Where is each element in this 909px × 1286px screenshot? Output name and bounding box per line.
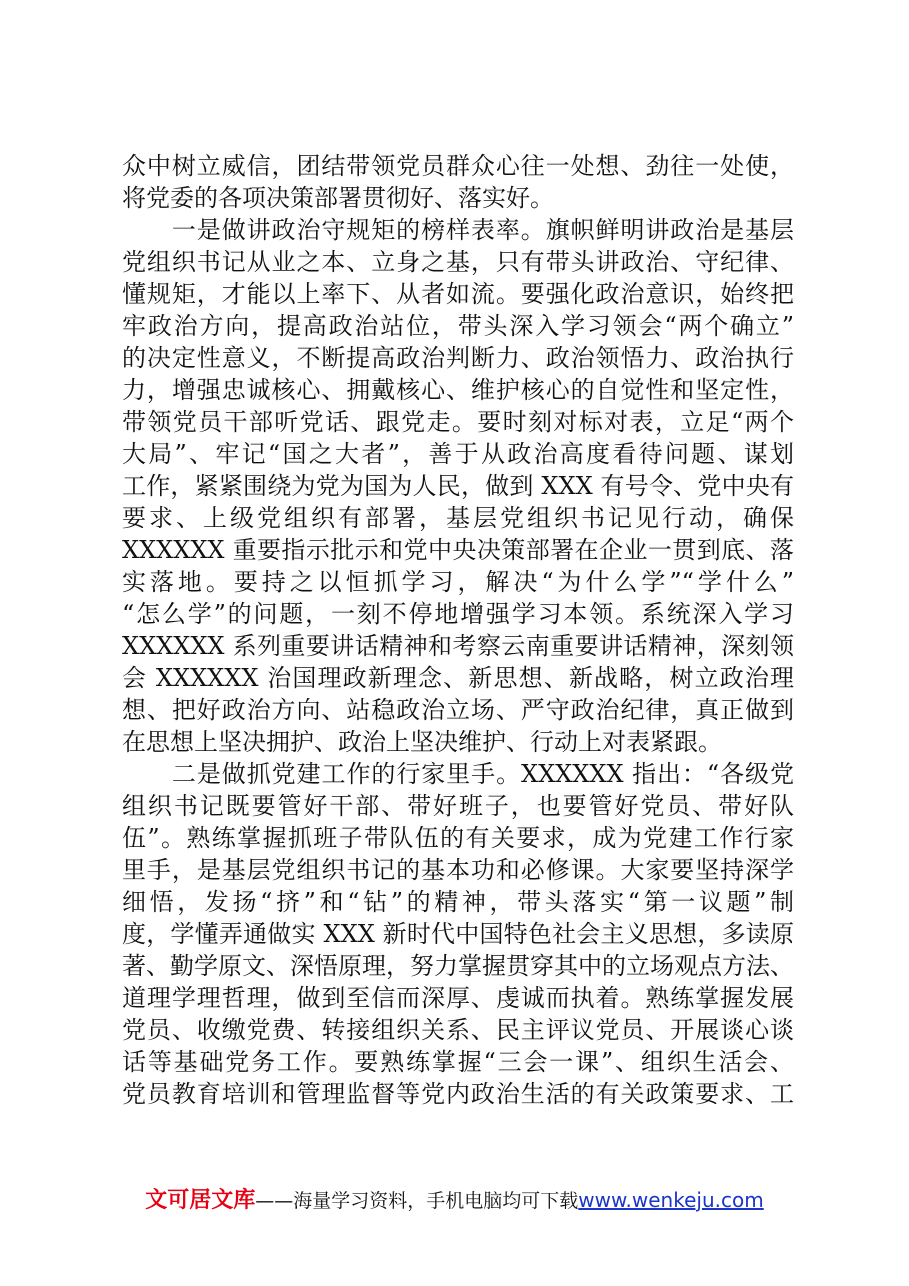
text-line: 党员、收缴党费、转接组织关系、民主评议党员、开展谈心谈 bbox=[122, 1016, 794, 1044]
text-line: 里手，是基层党组织书记的基本功和必修课。大家要坚持深学 bbox=[122, 856, 794, 884]
text-line: 带领党员干部听党话、跟党走。要时刻对标对表，立足“两个 bbox=[122, 408, 794, 436]
text-line: 想、把好政治方向、站稳政治立场、严守政治纪律，真正做到 bbox=[122, 696, 794, 724]
text-line: “怎么学”的问题，一刻不停地增强学习本领。系统深入学习 bbox=[122, 600, 794, 628]
text-line: 二是做抓党建工作的行家里手。XXXXXX 指出：“各级党 bbox=[122, 760, 794, 788]
text-line: 话等基础党务工作。要熟练掌握“三会一课”、组织生活会、 bbox=[122, 1048, 794, 1076]
text-line: 将党委的各项决策部署贯彻好、落实好。 bbox=[122, 184, 554, 212]
text-line: 大局”、牢记“国之大者”，善于从政治高度看待问题、谋划 bbox=[122, 440, 794, 468]
text-line: 在思想上坚决拥护、政治上坚决维护、行动上对表紧跟。 bbox=[122, 728, 722, 756]
text-line: 工作，紧紧围绕为党为国为人民，做到 XXX 有号令、党中央有 bbox=[122, 472, 794, 500]
text-line: 实落地。要持之以恒抓学习，解决“为什么学”“学什么” bbox=[122, 568, 794, 596]
document-body bbox=[122, 150, 794, 1110]
text-line: 力，增强忠诚核心、拥戴核心、维护核心的自觉性和坚定性， bbox=[122, 376, 794, 404]
text-line: 党员教育培训和管理监督等党内政治生活的有关政策要求、工 bbox=[122, 1080, 794, 1108]
text-line: 懂规矩，才能以上率下、从者如流。要强化政治意识，始终把 bbox=[122, 280, 794, 308]
text-line: XXXXXX 系列重要讲话精神和考察云南重要讲话精神，深刻领 bbox=[122, 632, 794, 660]
text-line: 著、勤学原文、深悟原理，努力掌握贯穿其中的立场观点方法、 bbox=[122, 952, 794, 980]
text-line: XXXXXX 重要指示批示和党中央决策部署在企业一贯到底、落 bbox=[122, 536, 794, 564]
footer-brand: 文可居文库 bbox=[145, 1188, 256, 1213]
footer-banner bbox=[0, 1183, 909, 1214]
text-line: 度，学懂弄通做实 XXX 新时代中国特色社会主义思想，多读原 bbox=[122, 920, 794, 948]
text-line: 要求、上级党组织有部署，基层党组织书记见行动，确保 bbox=[122, 504, 794, 532]
text-line: 组织书记既要管好干部、带好班子，也要管好党员、带好队 bbox=[122, 792, 794, 820]
footer-tagline: ——海量学习资料，手机电脑均可下载 bbox=[255, 1190, 579, 1212]
text-line: 伍”。熟练掌握抓班子带队伍的有关要求，成为党建工作行家 bbox=[122, 824, 794, 852]
text-line: 会 XXXXXX 治国理政新理念、新思想、新战略，树立政治理 bbox=[122, 664, 794, 692]
text-line: 一是做讲政治守规矩的榜样表率。旗帜鲜明讲政治是基层 bbox=[122, 216, 794, 244]
text-line: 道理学理哲理，做到至信而深厚、虔诚而执着。熟练掌握发展 bbox=[122, 984, 794, 1012]
text-line: 牢政治方向，提高政治站位，带头深入学习领会“两个确立” bbox=[122, 312, 794, 340]
footer-site-link[interactable]: www.wenkeju.com bbox=[578, 1188, 764, 1212]
text-line: 众中树立威信，团结带领党员群众心往一处想、劲往一处使， bbox=[122, 152, 794, 180]
text-line: 细悟，发扬“挤”和“钻”的精神，带头落实“第一议题”制 bbox=[122, 888, 794, 916]
text-line: 党组织书记从业之本、立身之基，只有带头讲政治、守纪律、 bbox=[122, 248, 794, 276]
text-line: 的决定性意义，不断提高政治判断力、政治领悟力、政治执行 bbox=[122, 344, 794, 372]
